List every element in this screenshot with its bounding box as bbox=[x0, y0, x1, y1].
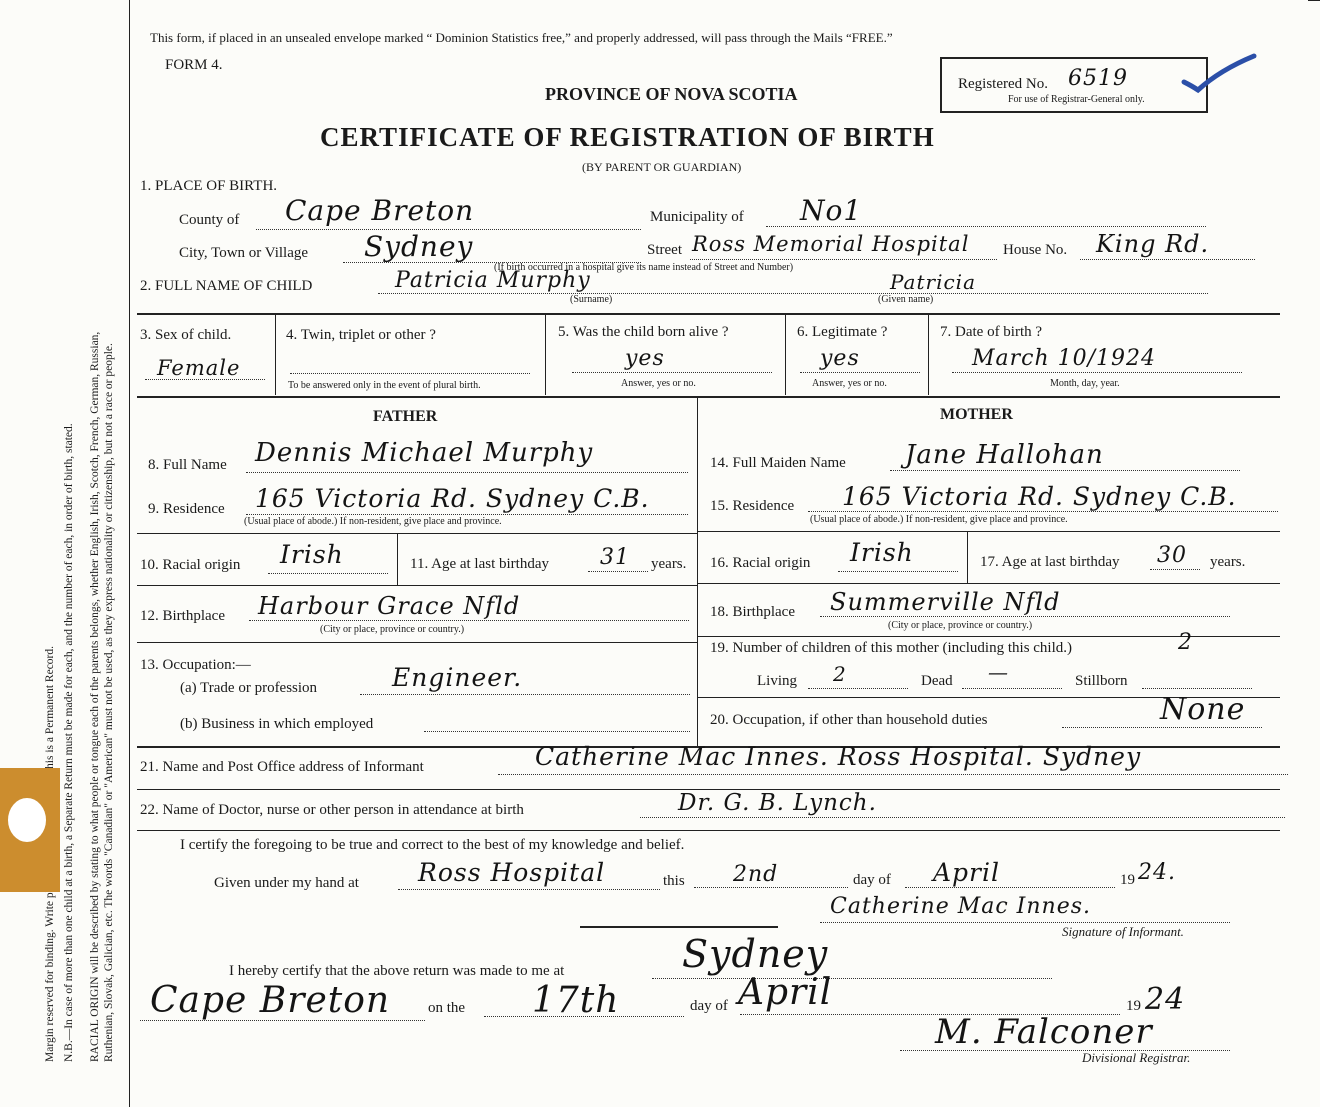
stillborn-label: Stillborn bbox=[1075, 673, 1128, 689]
informant-signature-caption: Signature of Informant. bbox=[1062, 924, 1184, 939]
father-race-label: 10. Racial origin bbox=[140, 557, 241, 573]
registrar-text: I hereby certify that the above return was made to me at bbox=[229, 963, 565, 979]
father-name-value: Dennis Michael Murphy bbox=[255, 438, 594, 468]
mother-age-label: 17. Age at last birthday bbox=[980, 554, 1120, 570]
page-subtitle: (BY PARENT OR GUARDIAN) bbox=[582, 160, 742, 174]
alive-note: Answer, yes or no. bbox=[621, 378, 696, 389]
father-age-label: 11. Age at last birthday bbox=[410, 556, 549, 572]
house-label: House No. bbox=[1003, 242, 1068, 258]
registrar-dayof-label: day of bbox=[690, 998, 728, 1014]
mother-residence-note: (Usual place of abode.) If non-resident, give place and province. bbox=[810, 514, 1068, 525]
doctor-label: 22. Name of Doctor, nurse or other person in attendance at birth bbox=[140, 802, 524, 818]
page-title: CERTIFICATE OF REGISTRATION OF BIRTH bbox=[320, 122, 935, 152]
parent-divider bbox=[697, 398, 698, 746]
surname-caption: (Surname) bbox=[570, 294, 613, 305]
table-top-rule bbox=[137, 313, 1280, 315]
certify-month-value: April bbox=[933, 858, 1000, 887]
father-years-label: years. bbox=[651, 556, 687, 572]
mother-birthplace-value: Summerville Nfld bbox=[830, 588, 1061, 616]
registrar-year-prefix: 19 bbox=[1126, 998, 1141, 1014]
dead-label: Dead bbox=[921, 673, 953, 689]
mother-occupation-label: 20. Occupation, if other than household duties bbox=[710, 712, 988, 728]
punch-hole bbox=[8, 798, 46, 842]
mother-name-label: 14. Full Maiden Name bbox=[710, 455, 846, 471]
checkmark-icon bbox=[1180, 50, 1260, 100]
registrar-month-value: April bbox=[738, 972, 833, 1013]
registrar-place-value: Sydney bbox=[682, 932, 829, 976]
informant-value: Catherine Mac Innes. Ross Hospital. Sydney bbox=[535, 742, 1142, 771]
mother-birthplace-label: 18. Birthplace bbox=[710, 604, 795, 620]
this-label: this bbox=[663, 873, 685, 889]
certify-year-prefix: 19 bbox=[1120, 872, 1135, 888]
margin-note-2: N.B.—In case of more than one child at a birth, a Separate Return must be made for each, and the number of each, in order of birth, stated. bbox=[63, 423, 75, 1062]
twin-note: To be answered only in the event of plural birth. bbox=[288, 380, 481, 391]
binding-margin-line bbox=[129, 0, 130, 1107]
alive-value: yes bbox=[625, 346, 665, 371]
father-residence-value: 165 Victoria Rd. Sydney C.B. bbox=[255, 484, 650, 513]
mother-birthplace-note: (City or place, province or country.) bbox=[888, 620, 1033, 631]
father-race-value: Irish bbox=[280, 540, 344, 569]
dob-label: 7. Date of birth ? bbox=[940, 324, 1043, 340]
certify-day-value: 2nd bbox=[733, 862, 779, 887]
twin-label: 4. Twin, triplet or other ? bbox=[286, 327, 436, 343]
mother-years-label: years. bbox=[1210, 554, 1246, 570]
father-heading: FATHER bbox=[373, 408, 438, 425]
sex-value: Female bbox=[157, 356, 241, 380]
street-value: Ross Memorial Hospital bbox=[692, 232, 970, 256]
children-count-value: 2 bbox=[1178, 630, 1193, 655]
municipality-value: No1 bbox=[800, 194, 863, 227]
given-caption: (Given name) bbox=[878, 294, 934, 305]
father-birthplace-note: (City or place, province or country.) bbox=[320, 624, 465, 635]
registrar-day-value: 17th bbox=[532, 980, 620, 1021]
informant-signature: Catherine Mac Innes. bbox=[830, 894, 1092, 919]
registrar-caption: Divisional Registrar. bbox=[1082, 1050, 1191, 1065]
father-age-value: 31 bbox=[600, 545, 630, 570]
place-heading: 1. PLACE OF BIRTH. bbox=[140, 178, 278, 194]
county-label: County of bbox=[179, 212, 240, 228]
mail-note: This form, if placed in an unsealed envelope marked “ Dominion Statistics free,” and properly addressed, will pass through the Mails “FREE.” bbox=[150, 30, 893, 45]
certify-text: I certify the foregoing to be true and correct to the best of my knowledge and belief. bbox=[180, 837, 685, 853]
child-name-label: 2. FULL NAME OF CHILD bbox=[140, 278, 313, 294]
form-number: FORM 4. bbox=[165, 57, 223, 73]
occupation-label: 13. Occupation:— bbox=[140, 657, 251, 673]
dob-value: March 10/1924 bbox=[972, 346, 1157, 371]
registrar-on-label: on the bbox=[428, 1000, 466, 1016]
business-label: (b) Business in which employed bbox=[180, 716, 374, 732]
mother-age-value: 30 bbox=[1157, 543, 1187, 568]
county-value: Cape Breton bbox=[285, 194, 475, 227]
registered-number: 6519 bbox=[1068, 66, 1128, 91]
corner-mark bbox=[1308, 0, 1320, 1]
legit-value: yes bbox=[820, 346, 860, 371]
child-surname-value: Patricia Murphy bbox=[395, 268, 591, 293]
father-birthplace-value: Harbour Grace Nfld bbox=[258, 592, 521, 620]
dead-value: — bbox=[988, 660, 1009, 684]
hospital-note: (If birth occurred in a hospital give its name instead of Street and Number) bbox=[494, 262, 794, 273]
child-given-value: Patricia bbox=[890, 270, 976, 294]
city-value: Sydney bbox=[364, 230, 474, 263]
doctor-value: Dr. G. B. Lynch. bbox=[678, 790, 877, 816]
margin-note-4: Ruthenian, Slovak, Galician, etc. The words "Canadian" or "American" must not be used, as they express nationality or citizenship, but not a race or people. bbox=[103, 343, 115, 1062]
registrar-signature: M. Falconer bbox=[935, 1012, 1153, 1052]
father-residence-note: (Usual place of abode.) If non-resident, give place and province. bbox=[244, 516, 502, 527]
alive-label: 5. Was the child born alive ? bbox=[558, 324, 729, 340]
given-place-value: Ross Hospital bbox=[418, 858, 606, 887]
city-label: City, Town or Village bbox=[179, 245, 309, 261]
table-mid-rule bbox=[137, 396, 1280, 398]
province-heading: PROVINCE OF NOVA SCOTIA bbox=[545, 84, 798, 104]
informant-label: 21. Name and Post Office address of Informant bbox=[140, 759, 424, 775]
mother-residence-value: 165 Victoria Rd. Sydney C.B. bbox=[842, 482, 1237, 511]
certify-dayof-label: day of bbox=[853, 872, 891, 888]
mother-residence-label: 15. Residence bbox=[710, 498, 795, 514]
legit-label: 6. Legitimate ? bbox=[797, 324, 888, 340]
margin-note-3: RACIAL ORIGIN will be described by stating to what people or tongue each of the parents belongs, whether English, Irish, Scotch, French, German, Russian, bbox=[89, 331, 101, 1062]
given-under-label: Given under my hand at bbox=[214, 875, 359, 891]
house-value: King Rd. bbox=[1096, 230, 1210, 258]
mother-race-value: Irish bbox=[850, 538, 914, 567]
certify-year-value: 24. bbox=[1138, 860, 1176, 885]
father-residence-label: 9. Residence bbox=[148, 501, 225, 517]
trade-value: Engineer. bbox=[392, 663, 523, 692]
trade-label: (a) Trade or profession bbox=[180, 680, 318, 696]
separator-rule bbox=[580, 926, 778, 928]
registered-label: Registered No. bbox=[958, 76, 1048, 92]
legit-note: Answer, yes or no. bbox=[812, 378, 887, 389]
mother-heading: MOTHER bbox=[940, 406, 1013, 423]
sex-label: 3. Sex of child. bbox=[140, 327, 232, 343]
registrar-year-value: 24 bbox=[1145, 982, 1186, 1017]
mother-race-label: 16. Racial origin bbox=[710, 555, 811, 571]
registrar-only-note: For use of Registrar-General only. bbox=[1008, 94, 1145, 105]
street-label: Street bbox=[647, 242, 682, 258]
mother-name-value: Jane Hallohan bbox=[905, 440, 1104, 470]
father-name-label: 8. Full Name bbox=[148, 457, 227, 473]
living-label: Living bbox=[757, 673, 797, 689]
father-birthplace-label: 12. Birthplace bbox=[140, 608, 225, 624]
dob-note: Month, day, year. bbox=[1050, 378, 1120, 389]
children-count-label: 19. Number of children of this mother (including this child.) bbox=[710, 640, 1073, 656]
mother-occupation-value: None bbox=[1160, 692, 1246, 727]
municipality-label: Municipality of bbox=[650, 209, 744, 225]
living-value: 2 bbox=[833, 662, 847, 686]
registrar-county-value: Cape Breton bbox=[150, 980, 391, 1021]
